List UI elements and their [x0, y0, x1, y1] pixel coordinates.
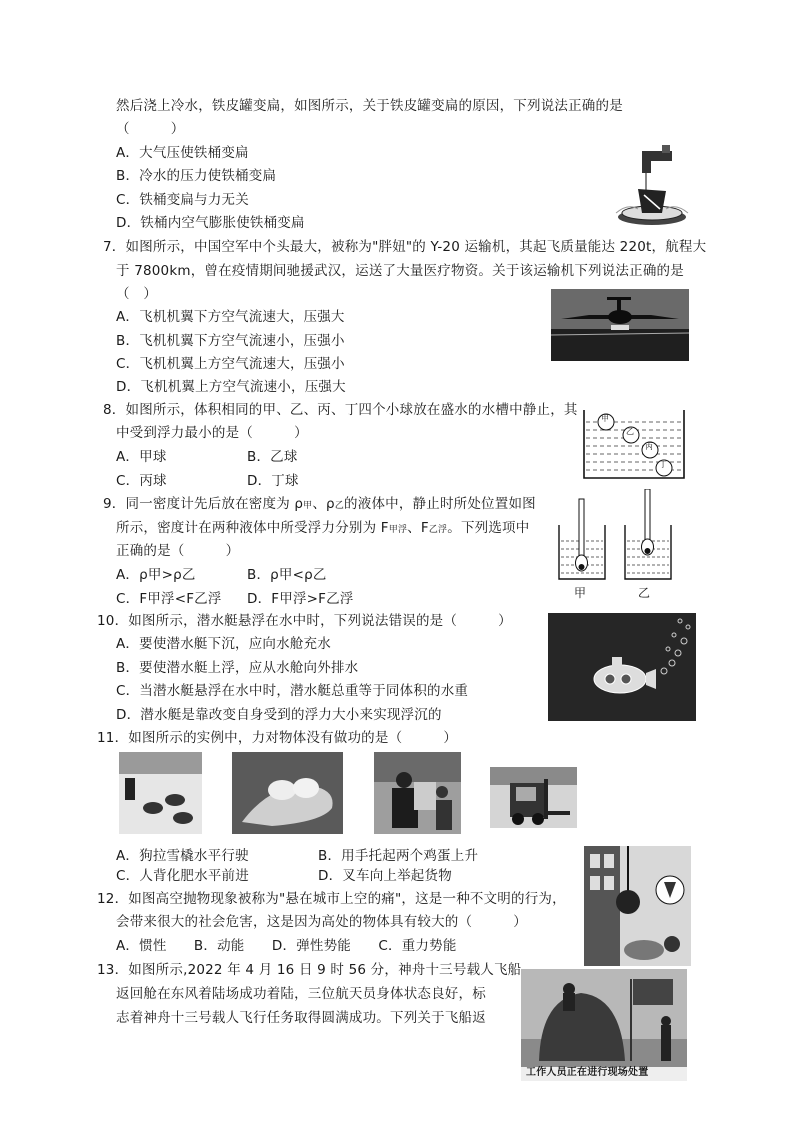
q8-ball-yi-label: 乙: [626, 427, 635, 436]
q9-option-b: B．ρ甲<ρ乙: [247, 567, 327, 583]
q8-ball-bing-label: 丙: [645, 442, 654, 451]
q7-answer-paren: （ ）: [116, 286, 158, 302]
q8-stem-line2: 中受到浮力最小的是（ ）: [116, 425, 308, 441]
q7-option-d: D．飞机机翼上方空气流速小，压强大: [116, 379, 346, 395]
q10-submarine-figure: [548, 613, 696, 721]
q12-options: A．惯性 B．动能 D．弹性势能 C．重力势能: [116, 938, 457, 954]
q9-option-d: D．F甲浮>F乙浮: [247, 591, 354, 607]
q10-option-a: A．要使潜水艇下沉，应向水舱充水: [116, 636, 331, 652]
q6-faucet-can-figure: [612, 143, 692, 228]
q11-forklift-photo: [490, 767, 577, 828]
q10-option-b: B．要使潜水艇上浮，应从水舱向外排水: [116, 660, 359, 676]
q13-return-capsule-photo: [521, 969, 687, 1081]
q6-option-c: C．铁桶变扁与力无关: [116, 192, 249, 208]
q8-option-b: B．乙球: [247, 449, 298, 465]
q9-hydrometer-beakers-figure: [553, 489, 678, 581]
q8-option-d: D．丁球: [247, 473, 299, 489]
q8-ball-jia-label: 甲: [601, 414, 610, 423]
q11-option-d: D．叉车向上举起货物: [318, 868, 452, 884]
q6-option-b: B．冷水的压力使铁桶变扁: [116, 168, 277, 184]
q6-answer-paren: （ ）: [116, 121, 185, 137]
q8-ball-ding-label: 丁: [659, 460, 668, 469]
q7-option-a: A．飞机机翼下方空气流速大，压强大: [116, 309, 345, 325]
q8-water-tank-figure: [582, 408, 686, 480]
q9-option-a: A．ρ甲>ρ乙: [116, 567, 196, 583]
q9-label-jia: 甲: [574, 586, 587, 600]
q7-transport-plane-photo: [551, 289, 689, 361]
q7-stem-line2: 于 7800km，曾在疫情期间驰援武汉，运送了大量医疗物资。关于该运输机下列说法正确的是: [116, 263, 684, 279]
q10-option-d: D．潜水艇是靠改变自身受到的浮力大小来实现浮沉的: [116, 707, 442, 723]
q11-option-a: A．狗拉雪橇水平行驶: [116, 848, 249, 864]
q8-option-c: C．丙球: [116, 473, 167, 489]
q7-stem-line1: 7．如图所示，中国空军中个头最大，被称为"胖妞"的 Y-20 运输机，其起飞质量能达 220t，航程大: [103, 239, 707, 255]
q8-stem-line1: 8．如图所示，体积相同的甲、乙、丙、丁四个小球放在盛水的水槽中静止，其: [103, 402, 578, 418]
q13-stem-line2: 返回舱在东风着陆场成功着陆，三位航天员身体状态良好，标: [116, 986, 486, 1002]
q9-option-c: C．F甲浮<F乙浮: [116, 591, 222, 607]
q12-stem-line1: 12．如图高空抛物现象被称为"悬在城市上空的痛"，这是一种不文明的行为，: [97, 891, 566, 907]
q13-photo-caption: 工作人员正在进行现场处置: [526, 1067, 649, 1078]
q10-option-c: C．当潜水艇悬浮在水中时，潜水艇总重等于同体积的水重: [116, 683, 469, 699]
q12-stem-line2: 会带来很大的社会危害，这是因为高处的物体具有较大的（ ）: [116, 914, 527, 930]
q11-stem-line1: 11．如图所示的实例中，力对物体没有做功的是（ ）: [97, 730, 458, 746]
q8-option-a: A．甲球: [116, 449, 167, 465]
q7-option-b: B．飞机机翼下方空气流速小，压强小: [116, 333, 345, 349]
q9-stem-line3: 正确的是（ ）: [116, 543, 240, 559]
q6-option-a: A．大气压使铁桶变扁: [116, 145, 249, 161]
q13-stem-line1: 13．如图所示,2022 年 4 月 16 日 9 时 56 分，神舟十三号载人飞船: [97, 962, 522, 978]
q9-stem-line2: 所示，密度计在两种液体中所受浮力分别为 F甲浮、F乙浮。下列选项中: [116, 520, 530, 536]
q11-option-b: B．用手托起两个鸡蛋上升: [318, 848, 479, 864]
q9-label-yi: 乙: [638, 586, 651, 600]
q11-option-c: C．人背化肥水平前进: [116, 868, 249, 884]
q6-option-d: D．铁桶内空气膨胀使铁桶变扁: [116, 215, 305, 231]
q11-hand-eggs-photo: [232, 752, 343, 834]
q11-person-carrying-bag-photo: [374, 752, 461, 834]
q13-stem-line3: 志着神舟十三号载人飞行任务取得圆满成功。下列关于飞船返: [116, 1010, 486, 1026]
q10-stem-line1: 10．如图所示，潜水艇悬浮在水中时，下列说法错误的是（ ）: [97, 613, 512, 629]
q11-dog-sled-photo: [119, 752, 202, 834]
q12-falling-object-cartoon: [584, 846, 691, 966]
q7-option-c: C．飞机机翼上方空气流速大，压强小: [116, 356, 345, 372]
q6-stem-line1: 然后浇上冷水，铁皮罐变扁，如图所示，关于铁皮罐变扁的原因，下列说法正确的是: [116, 98, 623, 114]
q9-stem-line1: 9．同一密度计先后放在密度为 ρ甲、ρ乙的液体中，静止时所处位置如图: [103, 496, 536, 512]
